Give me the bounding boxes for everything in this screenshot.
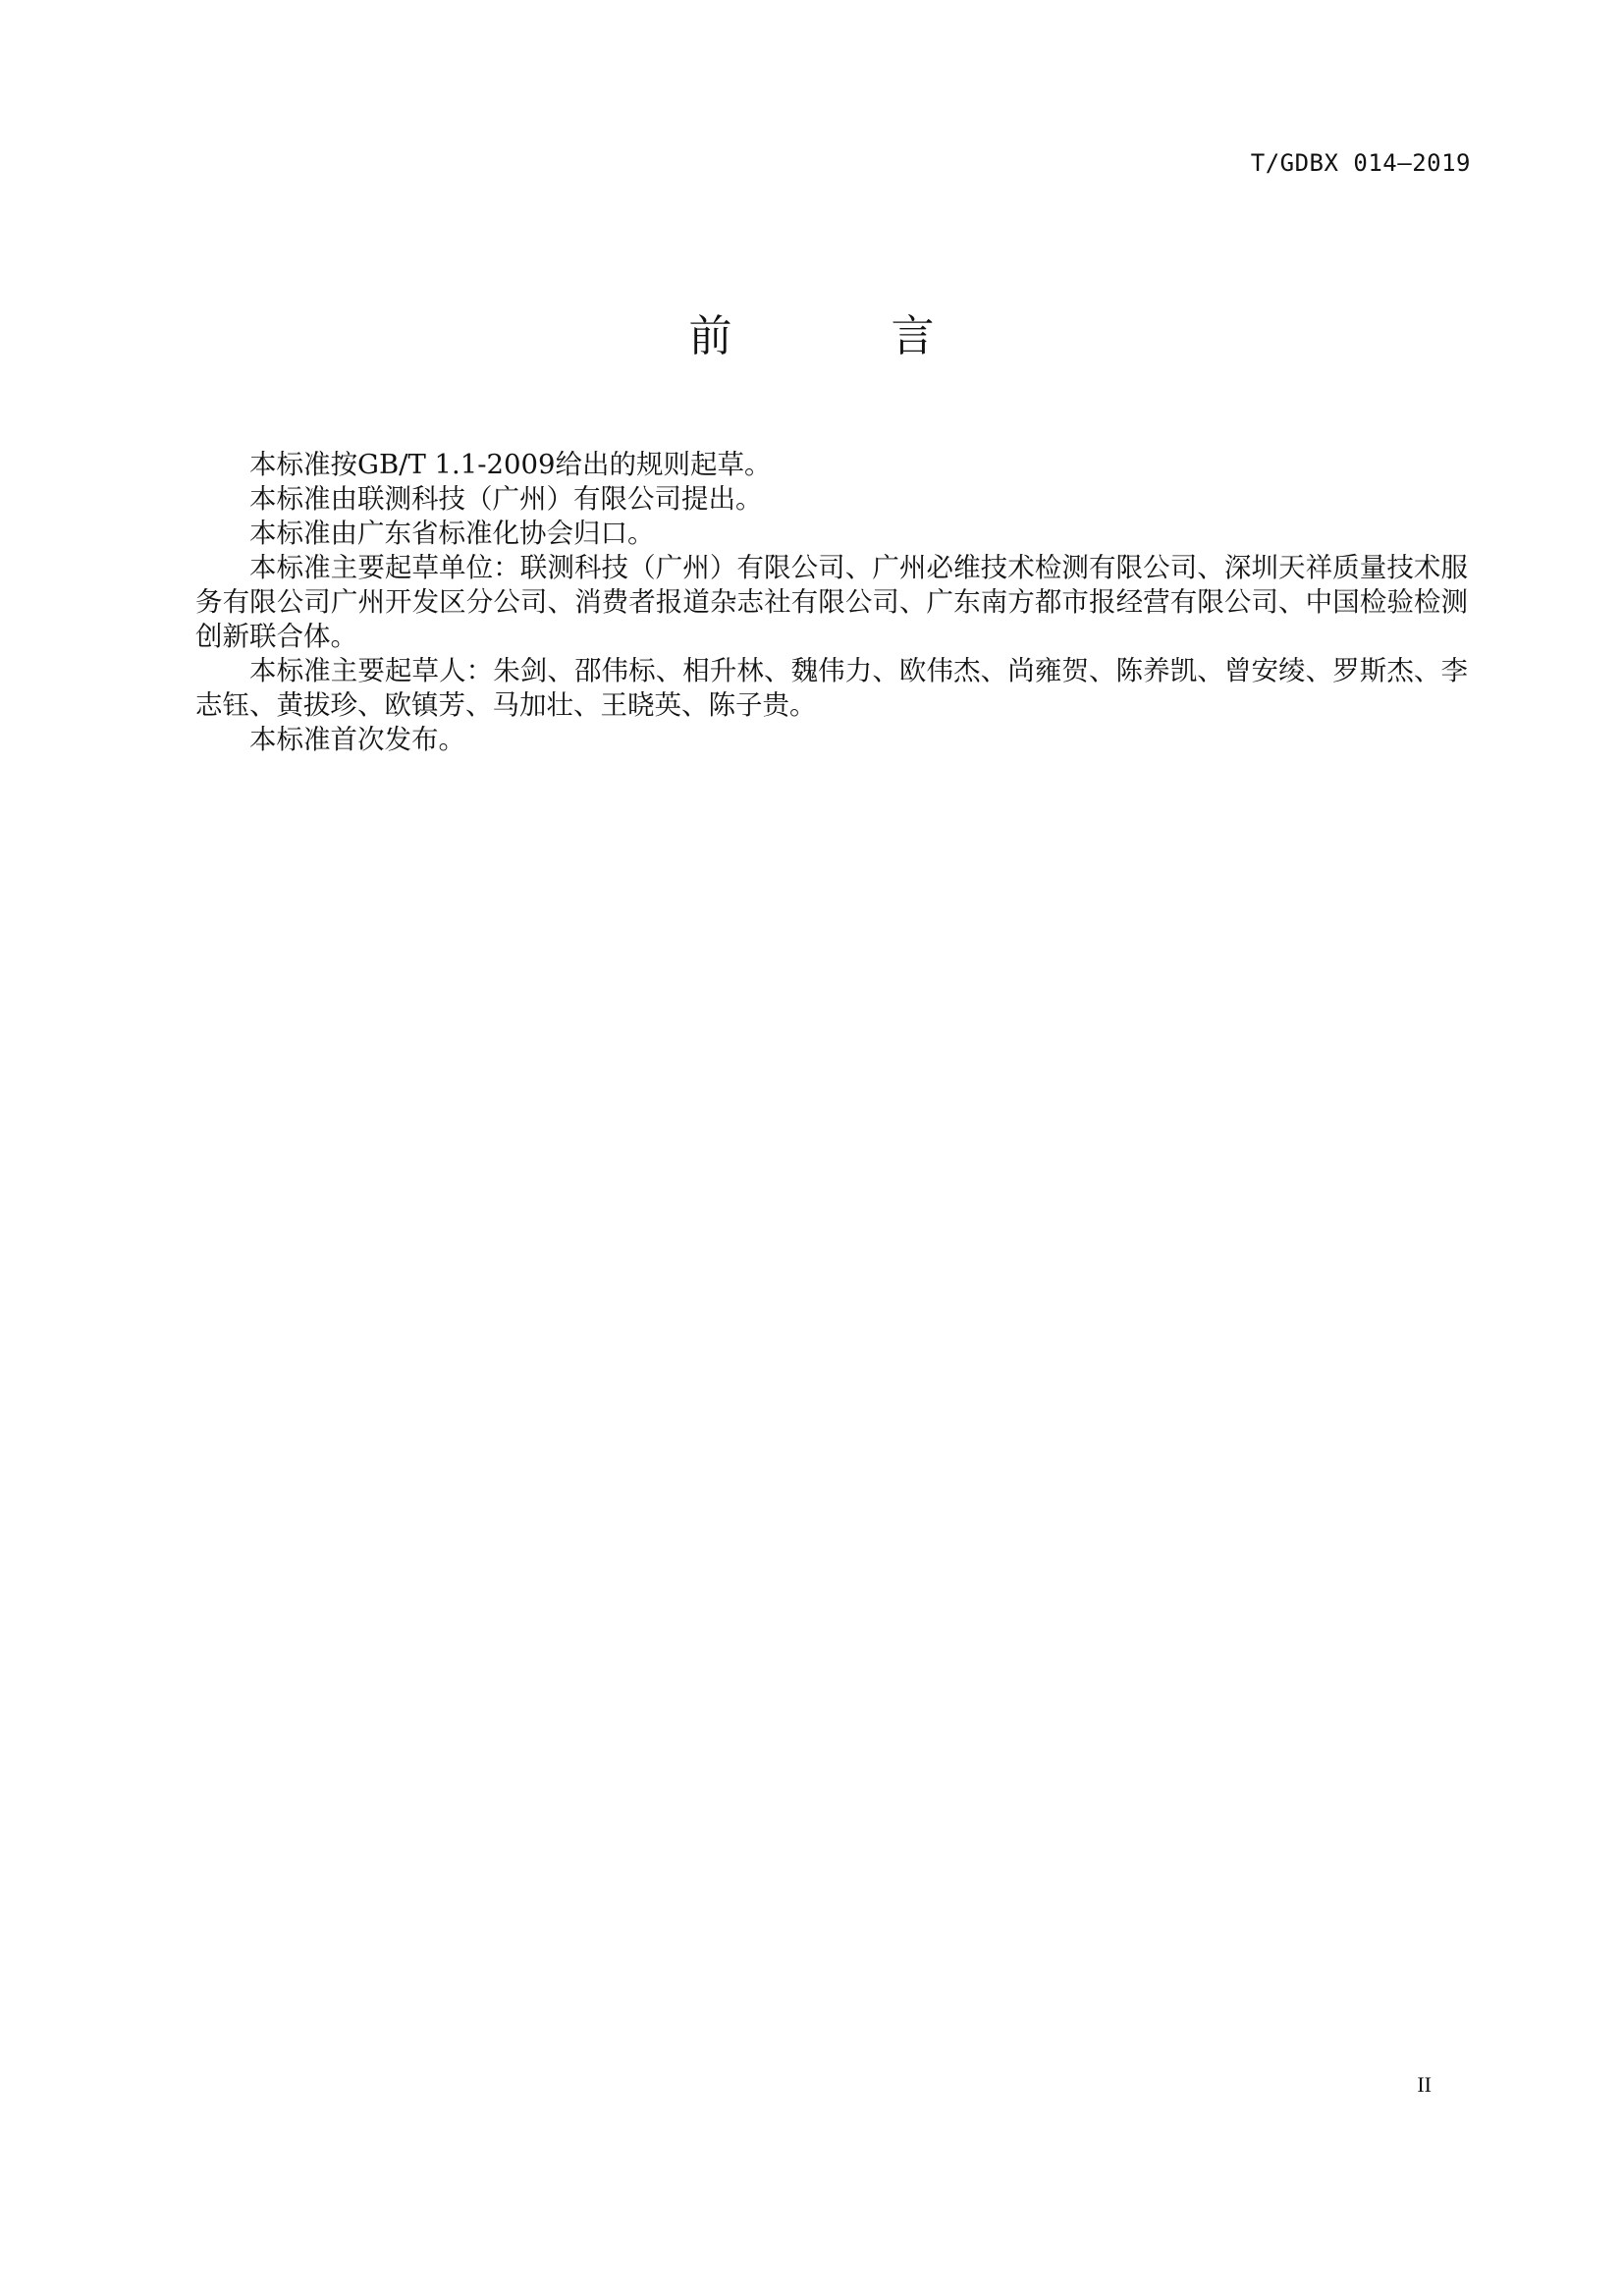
paragraph-drafting-rules: 本标准按GB/T 1.1-2009给出的规则起草。 <box>249 449 772 480</box>
page-number: II <box>1417 2072 1432 2097</box>
foreword-body <box>195 448 1468 757</box>
standard-number: T/GDBX 014—2019 <box>1250 149 1471 177</box>
paragraph-administrator: 本标准由广东省标准化协会归口。 <box>249 518 655 549</box>
paragraph-first-release: 本标准首次发布。 <box>249 724 465 755</box>
page-title: 前 言 <box>688 311 1007 361</box>
paragraph-drafters: 本标准主要起草人：朱剑、邵伟标、相升林、魏伟力、欧伟杰、尚雍贺、陈养凯、曾安绫、罗斯杰、李志钰、黄拔珍、欧镇芳、马加壮、王晓英、陈子贵。 <box>195 655 1468 721</box>
paragraph-proposer: 本标准由联测科技（广州）有限公司提出。 <box>249 483 763 515</box>
paragraph-drafting-units: 本标准主要起草单位：联测科技（广州）有限公司、广州必维技术检测有限公司、深圳天祥质量技术服务有限公司广州开发区分公司、消费者报道杂志社有限公司、广东南方都市报经营有限公司、中国检验检测创新联合体。 <box>195 552 1468 652</box>
